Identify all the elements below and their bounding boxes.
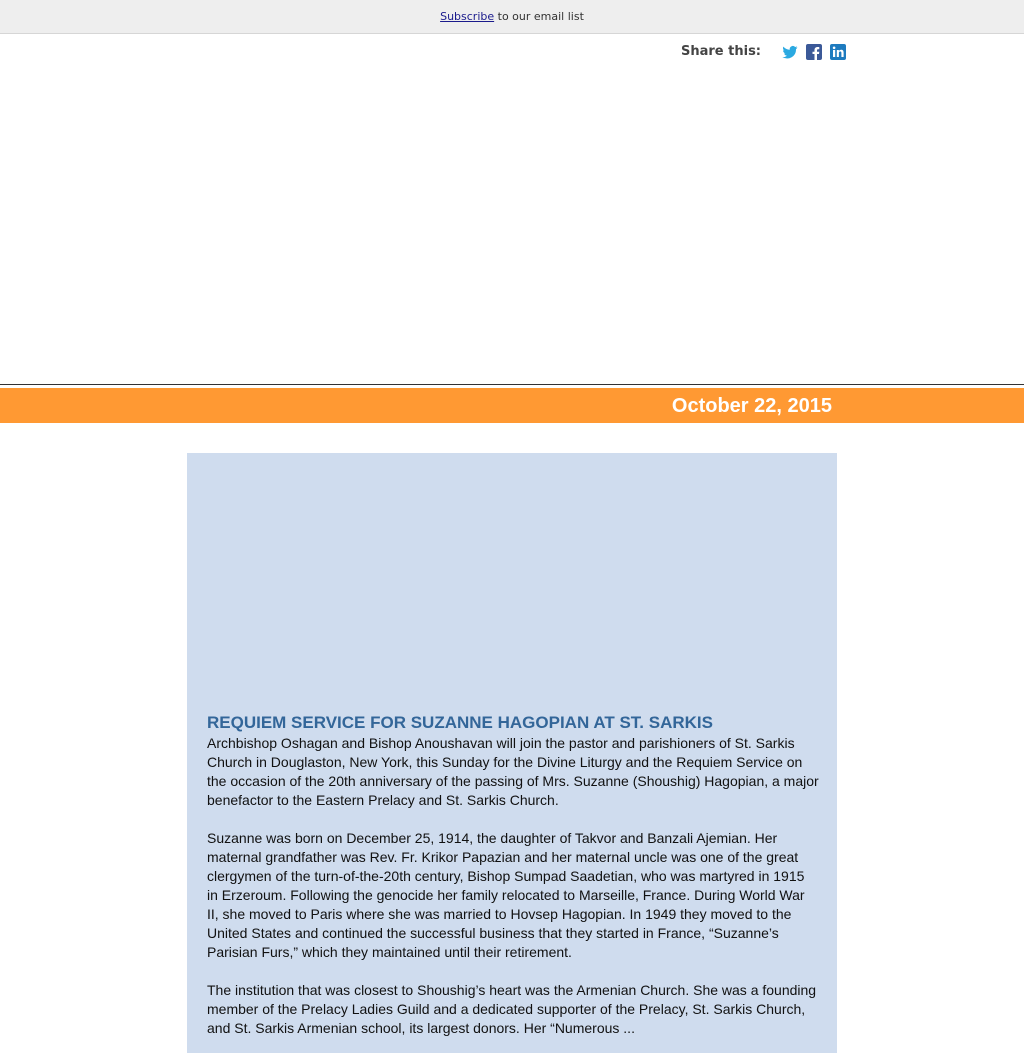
issue-date: October 22, 2015: [671, 395, 832, 417]
date-banner: [0, 388, 1024, 423]
article: [207, 712, 819, 1057]
twitter-icon[interactable]: [782, 44, 798, 60]
subscribe-bar: [0, 0, 1024, 34]
subscribe-link[interactable]: Subscribe: [440, 10, 495, 23]
article-paragraph: Archbishop Oshagan and Bishop Anoushavan will join the pastor and parishioners of St. Sarkis Church in Douglaston, New York, this Sunday for the Divine Liturgy and the Requiem Service on the occasion of the 20th anniversary of the passing of Mrs. Suzanne (Shoushig) Hagopian, a major benefactor to the Eastern Prelacy and St. Sarkis Church.: [207, 735, 819, 808]
article-paragraph: Suzanne was born on December 25, 1914, the daughter of Takvor and Banzali Ajemian. Her maternal grandfather was Rev. Fr. Krikor Papazian and her maternal uncle was one of the great clergymen of the turn-of-the-20th century, Bishop Sumpad Saadetian, who was martyred in 1915 in Erzeroum. Following the genocide her family relocated to Marseille, France. During World War II, she moved to Paris where she was married to Hovsep Hagopian. In 1949 they moved to the United States and continued the successful business that they started in France, “Suzanne’s Parisian Furs,” which they maintained until their retirement.: [207, 830, 805, 960]
article-card: [187, 453, 837, 1053]
header-divider: [0, 384, 1024, 385]
share-bar: [681, 44, 846, 60]
article-title: REQUIEM SERVICE FOR SUZANNE HAGOPIAN AT ST. SARKIS: [207, 713, 713, 732]
share-label: Share this:: [681, 43, 762, 59]
linkedin-icon[interactable]: [830, 44, 846, 60]
article-paragraph: The institution that was closest to Shoushig’s heart was the Armenian Church. She was a founding member of the Prelacy Ladies Guild and a dedicated supporter of the Prelacy, St. Sarkis Church, and St. Sarkis Armenian school, its largest donors. Her “Numerous ...: [207, 982, 817, 1036]
subscribe-text: to our email list: [494, 10, 584, 23]
facebook-icon[interactable]: [806, 44, 822, 60]
